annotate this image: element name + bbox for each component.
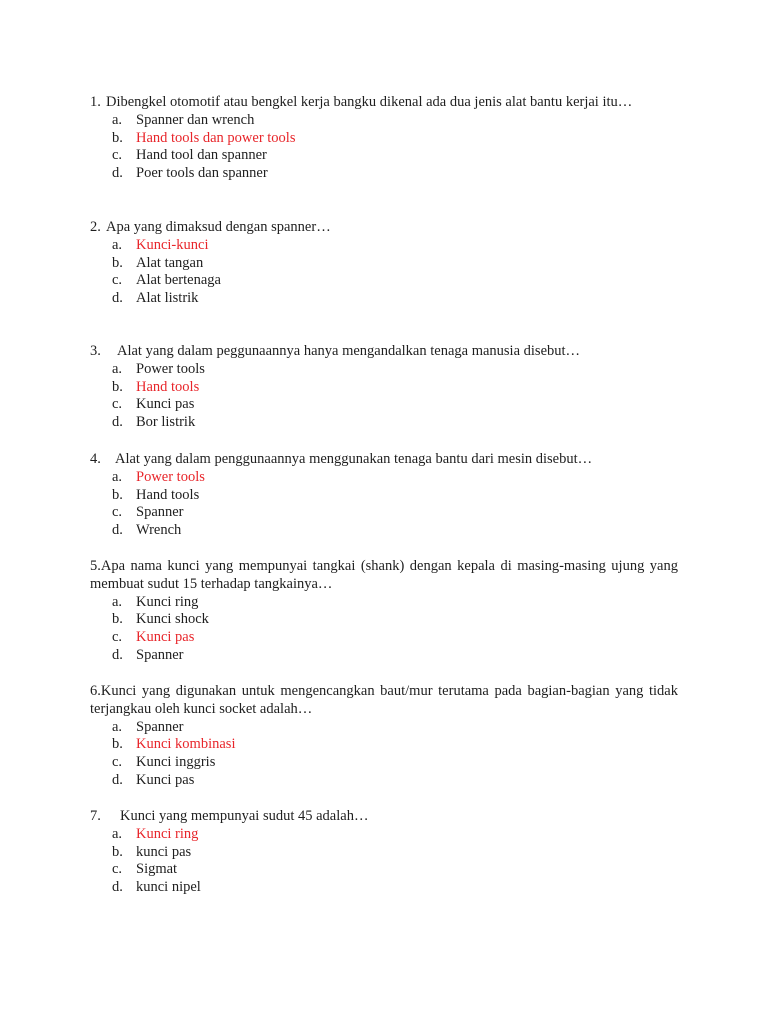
question-number: 6. <box>90 683 101 699</box>
question-text <box>90 343 678 361</box>
option-b[interactable] <box>90 487 678 505</box>
option-letter: a. <box>112 111 123 128</box>
option-text: Hand tools dan power tools <box>136 129 296 146</box>
option-c[interactable] <box>90 861 678 879</box>
question-prompt: Kunci yang digunakan untuk mengencangkan baut/mur terutama pada bagian-bagian yang tidak terjangkau oleh kunci socket adalah… <box>90 683 678 717</box>
question-text <box>90 451 678 469</box>
option-letter: c. <box>112 147 123 164</box>
question-number: 4. <box>90 451 101 467</box>
option-letter: d. <box>112 414 123 431</box>
option-text: Hand tool dan spanner <box>136 147 267 164</box>
option-c[interactable] <box>90 396 678 414</box>
option-text: Alat listrik <box>136 290 199 307</box>
question-text <box>90 219 678 237</box>
question-3 <box>90 343 678 432</box>
option-a-correct[interactable] <box>90 826 678 844</box>
option-letter: c. <box>112 754 123 771</box>
question-number: 2. <box>90 219 101 235</box>
option-text: Kunci pas <box>136 771 195 788</box>
option-letter: c. <box>112 272 123 289</box>
question-text <box>90 683 678 719</box>
option-c[interactable] <box>90 147 678 165</box>
option-letter: b. <box>112 129 123 146</box>
option-letter: b. <box>112 736 123 753</box>
option-c-correct[interactable] <box>90 629 678 647</box>
option-a-correct[interactable] <box>90 237 678 255</box>
question-number: 1. <box>90 94 101 110</box>
option-b-correct[interactable] <box>90 130 678 148</box>
option-d[interactable] <box>90 414 678 432</box>
option-d[interactable] <box>90 772 678 790</box>
option-d[interactable] <box>90 290 678 308</box>
option-text: Bor listrik <box>136 414 196 431</box>
options-list <box>90 594 678 665</box>
option-text: Spanner dan wrench <box>136 111 255 128</box>
option-letter: b. <box>112 254 123 271</box>
option-text: Power tools <box>136 468 205 485</box>
question-2 <box>90 219 678 308</box>
options-list <box>90 719 678 790</box>
option-letter: a. <box>112 236 123 253</box>
option-a[interactable] <box>90 719 678 737</box>
option-text: Wrench <box>136 522 182 539</box>
option-a[interactable] <box>90 594 678 612</box>
option-text: Kunci pas <box>136 629 195 646</box>
option-a-correct[interactable] <box>90 469 678 487</box>
option-a[interactable] <box>90 112 678 130</box>
question-number: 3. <box>90 343 101 359</box>
option-letter: d. <box>112 879 123 896</box>
option-b[interactable] <box>90 255 678 273</box>
option-d[interactable] <box>90 165 678 183</box>
option-letter: d. <box>112 646 123 663</box>
option-letter: c. <box>112 629 123 646</box>
option-text: Spanner <box>136 646 184 663</box>
option-letter: a. <box>112 360 123 377</box>
question-text <box>90 94 678 112</box>
option-b[interactable] <box>90 611 678 629</box>
option-letter: c. <box>112 396 123 413</box>
option-letter: c. <box>112 861 123 878</box>
question-1 <box>90 94 678 183</box>
option-c[interactable] <box>90 754 678 772</box>
option-letter: a. <box>112 825 123 842</box>
question-text <box>90 808 678 826</box>
question-prompt: Apa nama kunci yang mempunyai tangkai (shank) dengan kepala di masing-masing ujung yang membuat sudut 15 terhadap tangkainya… <box>90 558 678 592</box>
option-text: Kunci inggris <box>136 754 216 771</box>
option-letter: a. <box>112 718 123 735</box>
option-b-correct[interactable] <box>90 379 678 397</box>
option-letter: d. <box>112 522 123 539</box>
question-number: 7. <box>90 808 101 824</box>
option-text: Spanner <box>136 504 184 521</box>
question-prompt: Kunci yang mempunyai sudut 45 adalah… <box>120 808 369 824</box>
option-text: kunci nipel <box>136 879 201 896</box>
options-list <box>90 237 678 308</box>
option-a[interactable] <box>90 361 678 379</box>
options-list <box>90 112 678 183</box>
option-text: Kunci kombinasi <box>136 736 236 753</box>
option-text: Alat tangan <box>136 254 204 271</box>
option-text: Hand tools <box>136 378 200 395</box>
question-5 <box>90 558 678 665</box>
option-d[interactable] <box>90 647 678 665</box>
option-text: Sigmat <box>136 861 178 878</box>
question-prompt: Apa yang dimaksud dengan spanner… <box>106 219 331 235</box>
option-letter: b. <box>112 611 123 628</box>
options-list <box>90 826 678 897</box>
option-d[interactable] <box>90 879 678 897</box>
option-letter: a. <box>112 593 123 610</box>
option-text: Poer tools dan spanner <box>136 165 268 182</box>
option-text: Kunci ring <box>136 593 199 610</box>
option-c[interactable] <box>90 504 678 522</box>
option-text: Kunci shock <box>136 611 209 628</box>
option-text: Hand tools <box>136 486 200 503</box>
option-text: Kunci ring <box>136 825 199 842</box>
option-c[interactable] <box>90 272 678 290</box>
option-letter: b. <box>112 843 123 860</box>
question-7 <box>90 808 678 897</box>
option-letter: d. <box>112 165 123 182</box>
option-letter: b. <box>112 378 123 395</box>
option-text: kunci pas <box>136 843 192 860</box>
option-text: Power tools <box>136 360 205 377</box>
option-letter: a. <box>112 468 123 485</box>
option-text: Kunci pas <box>136 396 195 413</box>
option-text: Alat bertenaga <box>136 272 221 289</box>
option-text: Kunci-kunci <box>136 236 209 253</box>
option-d[interactable] <box>90 522 678 540</box>
question-text <box>90 558 678 594</box>
options-list <box>90 361 678 432</box>
option-letter: b. <box>112 486 123 503</box>
options-list <box>90 469 678 540</box>
question-prompt: Alat yang dalam penggunaannya menggunakan tenaga bantu dari mesin disebut… <box>115 451 593 467</box>
option-b[interactable] <box>90 844 678 862</box>
question-6 <box>90 683 678 790</box>
question-4 <box>90 451 678 540</box>
option-b-correct[interactable] <box>90 736 678 754</box>
question-prompt: Alat yang dalam peggunaannya hanya mengandalkan tenaga manusia disebut… <box>117 343 581 359</box>
option-text: Spanner <box>136 718 184 735</box>
question-prompt: Dibengkel otomotif atau bengkel kerja bangku dikenal ada dua jenis alat bantu kerjai itu… <box>106 94 633 110</box>
option-letter: c. <box>112 504 123 521</box>
question-number: 5. <box>90 558 101 574</box>
option-letter: d. <box>112 290 123 307</box>
option-letter: d. <box>112 771 123 788</box>
